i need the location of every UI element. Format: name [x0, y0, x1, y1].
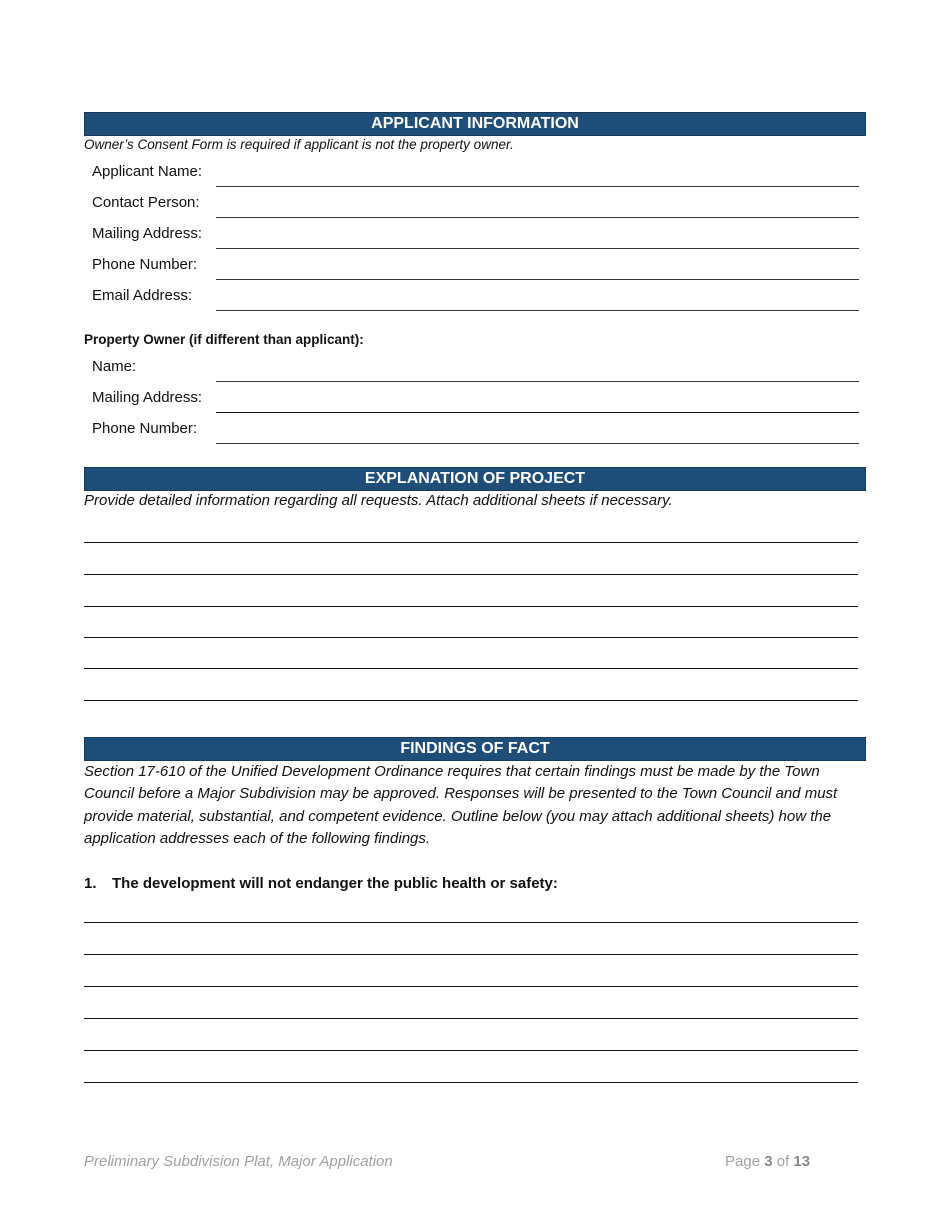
finding-1-line-4[interactable] — [84, 1018, 858, 1019]
applicant-name-field[interactable] — [216, 186, 859, 187]
email-address-label: Email Address: — [92, 287, 193, 304]
footer-document-title: Preliminary Subdivision Plat, Major Application — [84, 1153, 393, 1170]
applicant-information-header: APPLICANT INFORMATION — [84, 112, 866, 136]
footer-page-total: 13 — [793, 1153, 811, 1170]
mailing-address-field[interactable] — [216, 248, 859, 249]
explanation-line-4[interactable] — [84, 637, 858, 638]
phone-number-label: Phone Number: — [92, 256, 198, 273]
finding-1-question — [84, 875, 558, 892]
findings-intro-paragraph: Section 17-610 of the Unified Development Ordinance requires that certain findings must be made by the Town Council before a Major Subdivision may be approved. Responses will be presented to the Town Council and must provide material, substantial, and competent evidence. Outline below (you may attach additional sheets) how the application addresses each of the following findings. — [84, 763, 838, 847]
email-address-field[interactable] — [216, 310, 859, 311]
owner-phone-number-field[interactable] — [216, 443, 859, 444]
explanation-line-1[interactable] — [84, 542, 858, 543]
explanation-line-2[interactable] — [84, 574, 858, 575]
explanation-of-project-header: EXPLANATION OF PROJECT — [84, 467, 866, 491]
applicant-name-label: Applicant Name: — [92, 163, 203, 180]
finding-1-line-5[interactable] — [84, 1050, 858, 1051]
finding-1-text: The development will not endanger the public health or safety: — [112, 875, 558, 892]
footer-page-word: Page — [725, 1153, 761, 1170]
owner-name-label: Name: — [92, 358, 137, 375]
owner-consent-note: Owner’s Consent Form is required if applicant is not the property owner. — [84, 137, 514, 152]
finding-1-line-6[interactable] — [84, 1082, 858, 1083]
finding-1-number: 1. — [84, 875, 97, 892]
explanation-line-6[interactable] — [84, 700, 858, 701]
owner-mailing-address-label: Mailing Address: — [92, 389, 203, 406]
footer-page-current: 3 — [764, 1153, 773, 1170]
contact-person-label: Contact Person: — [92, 194, 200, 211]
property-owner-heading: Property Owner (if different than applicant): — [84, 332, 364, 347]
footer-page-of: of — [776, 1153, 790, 1170]
finding-1-line-1[interactable] — [84, 922, 858, 923]
finding-1-line-3[interactable] — [84, 986, 858, 987]
owner-phone-number-label: Phone Number: — [92, 420, 198, 437]
finding-1-line-2[interactable] — [84, 954, 858, 955]
explanation-line-5[interactable] — [84, 668, 858, 669]
footer-page-number — [725, 1153, 810, 1170]
phone-number-field[interactable] — [216, 279, 859, 280]
explanation-line-3[interactable] — [84, 606, 858, 607]
findings-of-fact-header: FINDINGS OF FACT — [84, 737, 866, 761]
owner-name-field[interactable] — [216, 381, 859, 382]
contact-person-field[interactable] — [216, 217, 859, 218]
explanation-instructions: Provide detailed information regarding all requests. Attach additional sheets if necessary. — [84, 492, 673, 509]
mailing-address-label: Mailing Address: — [92, 225, 203, 242]
owner-mailing-address-field[interactable] — [216, 412, 859, 413]
